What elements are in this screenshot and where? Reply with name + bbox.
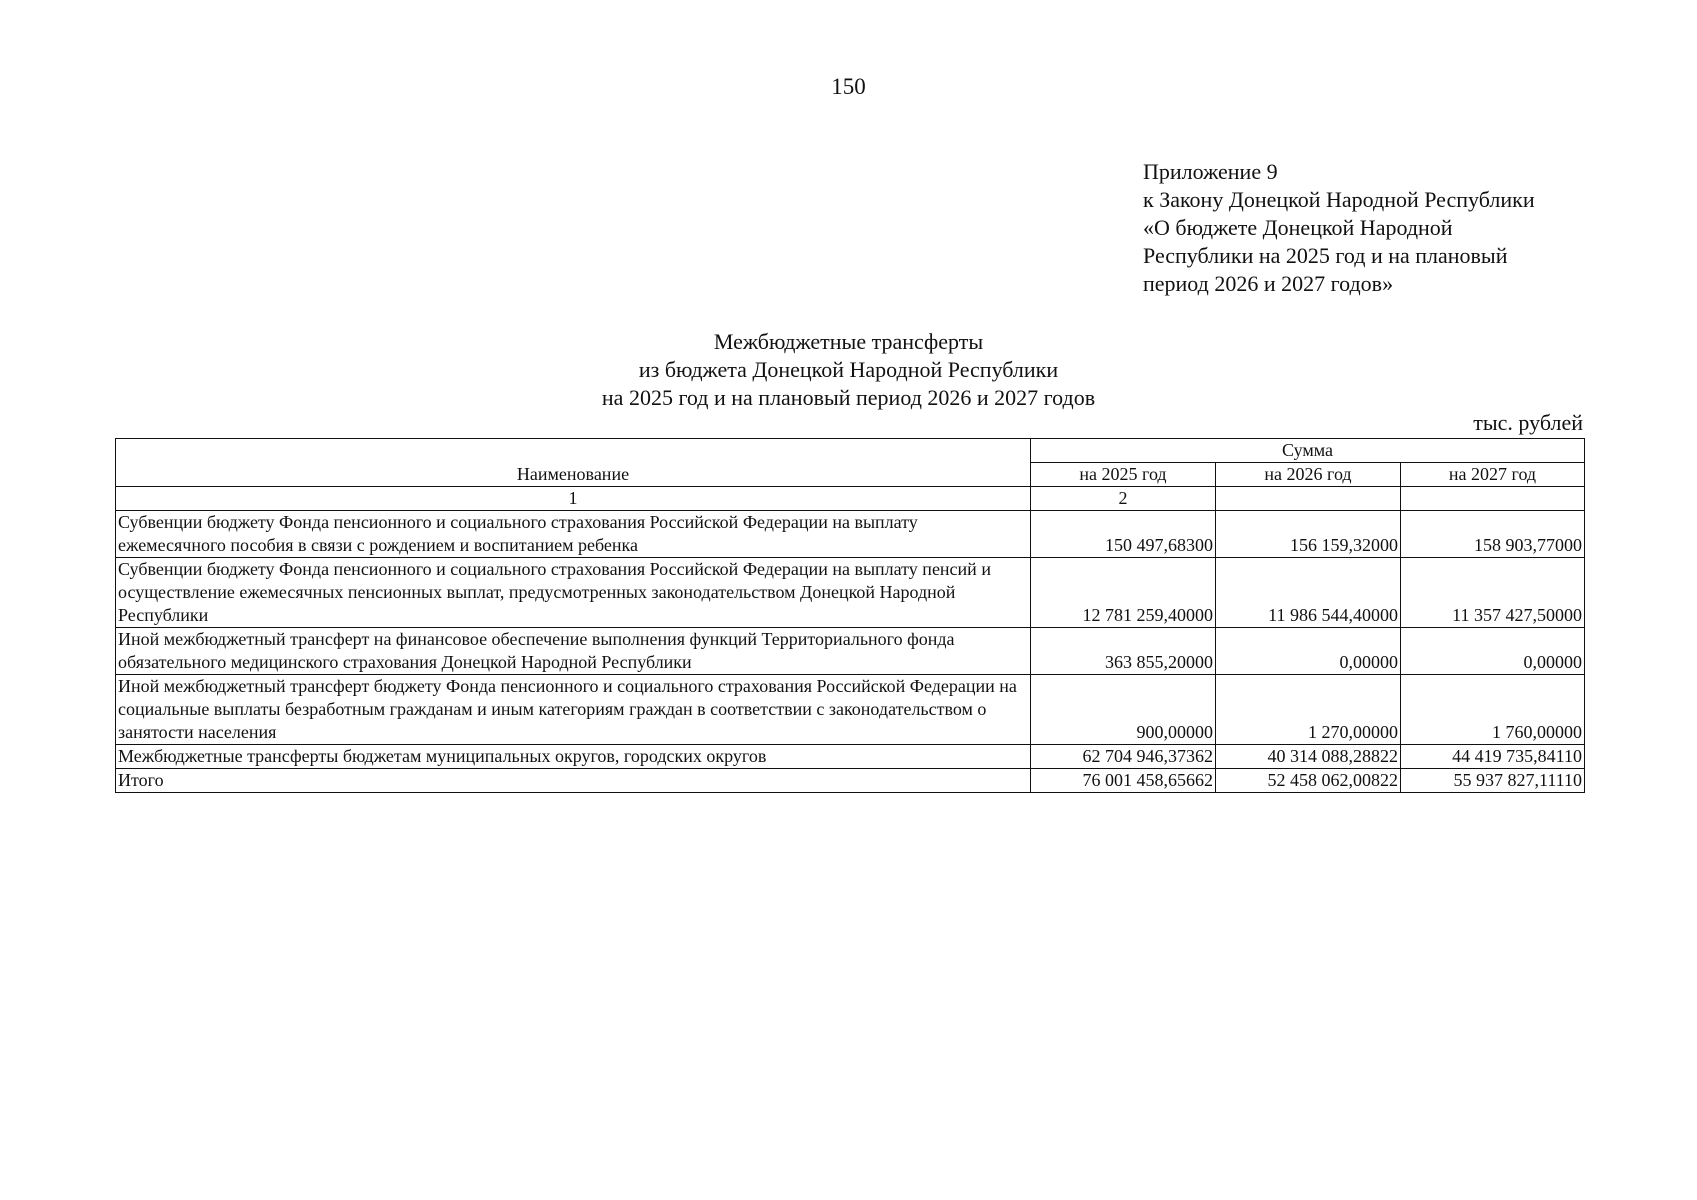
column-number: 1: [116, 487, 1031, 511]
table-row: [116, 745, 1585, 769]
amount-2026: 0,00000: [1216, 628, 1401, 675]
column-number: [1401, 487, 1585, 511]
row-name: Межбюджетные трансферты бюджетам муниципальных округов, городских округов: [116, 745, 1031, 769]
amount-2025: 900,00000: [1031, 675, 1216, 745]
column-header-name: Наименование: [116, 439, 1031, 487]
title-line: из бюджета Донецкой Народной Республики: [638, 357, 1059, 382]
amount-2025: 12 781 259,40000: [1031, 558, 1216, 628]
amount-2027: 11 357 427,50000: [1401, 558, 1585, 628]
annex-line: к Закону Донецкой Народной Республики: [1143, 187, 1535, 212]
row-name: Итого: [116, 769, 1031, 793]
table-row: [116, 558, 1585, 628]
column-header-year-2025: на 2025 год: [1031, 463, 1216, 487]
document-title: [0, 328, 1697, 412]
amount-2026: 52 458 062,00822: [1216, 769, 1401, 793]
amount-2025: 363 855,20000: [1031, 628, 1216, 675]
amount-2025: 62 704 946,37362: [1031, 745, 1216, 769]
amount-2026: 11 986 544,40000: [1216, 558, 1401, 628]
column-number: 2: [1031, 487, 1216, 511]
amount-2025: 76 001 458,65662: [1031, 769, 1216, 793]
annex-line: Республики на 2025 год и на плановый: [1143, 243, 1508, 268]
annex-line: «О бюджете Донецкой Народной: [1143, 215, 1453, 240]
row-name: Иной межбюджетный трансферт бюджету Фонда пенсионного и социального страхования Российской Федерации на социальные выплаты безработным гражданам и иным категориям граждан в соответствии с законодательством о занятости населения: [116, 675, 1031, 745]
column-header-sum: Сумма: [1031, 439, 1585, 463]
table-row: [116, 675, 1585, 745]
amount-2026: 40 314 088,28822: [1216, 745, 1401, 769]
page-number: 150: [831, 74, 866, 99]
annex-line: период 2026 и 2027 годов»: [1143, 271, 1394, 296]
table-header-row: [116, 439, 1585, 463]
row-name: Субвенции бюджету Фонда пенсионного и социального страхования Российской Федерации на выплату пенсий и осуществление ежемесячных пенсионных выплат, предусмотренных законодательством Донецкой Народной Республики: [116, 558, 1031, 628]
total-row: [116, 769, 1585, 793]
title-line: на 2025 год и на плановый период 2026 и 2027 годов: [601, 385, 1096, 410]
column-header-year-2027: на 2027 год: [1401, 463, 1585, 487]
title-line: Межбюджетные трансферты: [713, 329, 984, 354]
amount-2027: 0,00000: [1401, 628, 1585, 675]
transfers-table: [115, 438, 1585, 793]
amount-2026: 156 159,32000: [1216, 511, 1401, 558]
column-number: [1216, 487, 1401, 511]
amount-2027: 158 903,77000: [1401, 511, 1585, 558]
amount-2027: 44 419 735,84110: [1401, 745, 1585, 769]
annex-reference: [1143, 158, 1663, 298]
table-row: [116, 511, 1585, 558]
amount-2027: 1 760,00000: [1401, 675, 1585, 745]
row-name: Субвенции бюджету Фонда пенсионного и социального страхования Российской Федерации на выплату ежемесячного пособия в связи с рождением и воспитанием ребенка: [116, 511, 1031, 558]
column-number-row: [116, 487, 1585, 511]
row-name: Иной межбюджетный трансферт на финансовое обеспечение выполнения функций Территориального фонда обязательного медицинского страхования Донецкой Народной Республики: [116, 628, 1031, 675]
amount-2025: 150 497,68300: [1031, 511, 1216, 558]
amount-2026: 1 270,00000: [1216, 675, 1401, 745]
annex-line: Приложение 9: [1143, 159, 1278, 184]
unit-label: тыс. рублей: [1473, 410, 1583, 435]
column-header-year-2026: на 2026 год: [1216, 463, 1401, 487]
table-row: [116, 628, 1585, 675]
amount-2027: 55 937 827,11110: [1401, 769, 1585, 793]
